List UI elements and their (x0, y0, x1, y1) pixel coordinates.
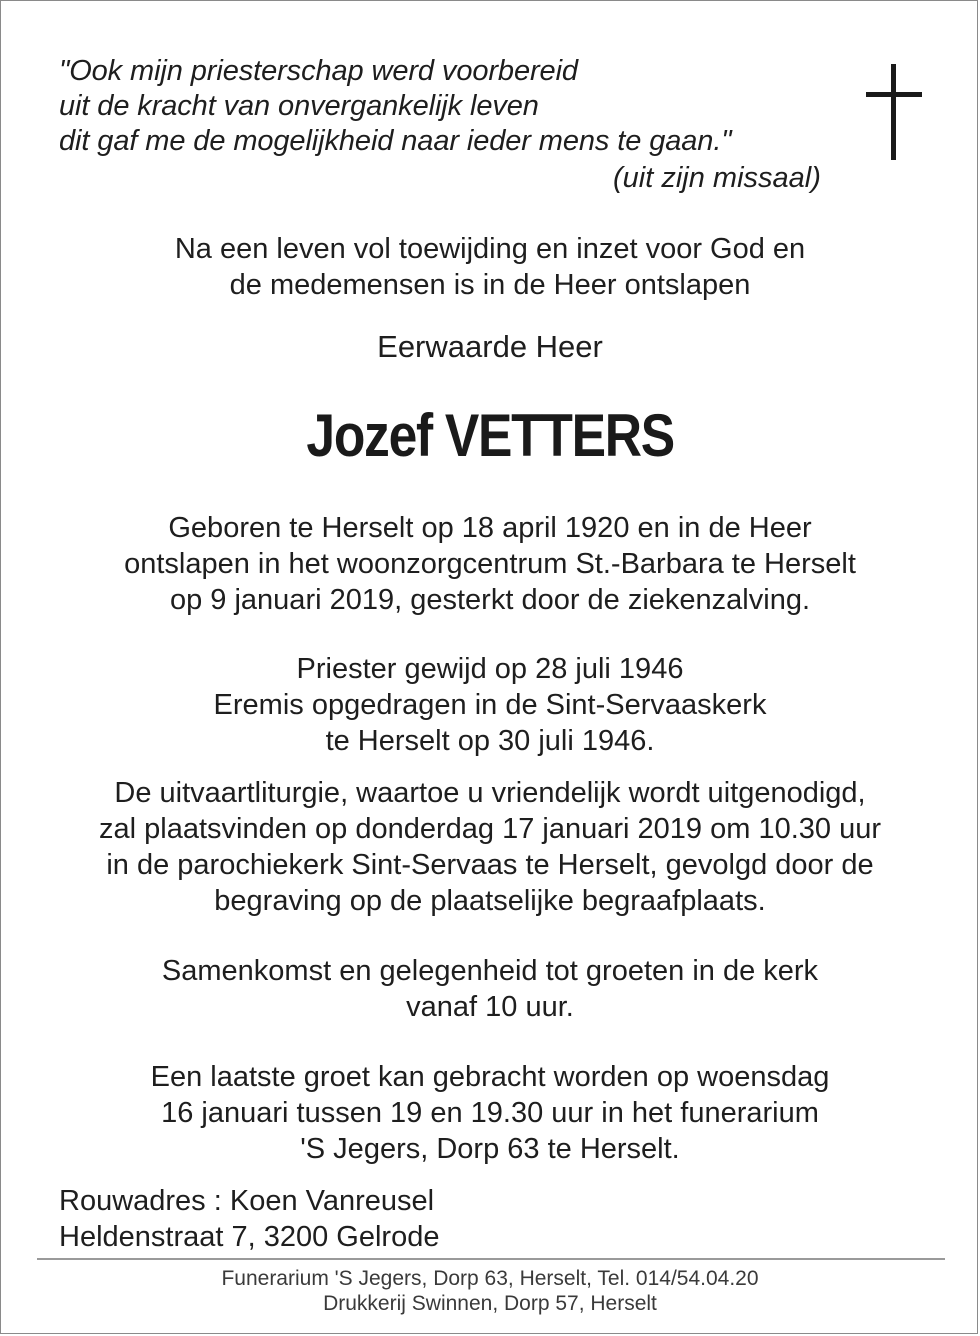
last-greeting-text (1, 1059, 979, 1167)
quote-block (59, 54, 819, 159)
meeting-line: Samenkomst en gelegenheid tot groeten in de kerk (161, 955, 819, 987)
funeral-text (1, 775, 979, 919)
funeral-line: in de parochiekerk Sint-Servaas te Herselt, gevolgd door de (106, 849, 874, 881)
quote-line: uit de kracht van onvergankelijk leven (59, 90, 539, 122)
funeral-line: begraving op de plaatselijke begraafplaats. (214, 885, 766, 917)
mourning-address-line: Rouwadres : Koen Vanreusel (59, 1185, 435, 1217)
footer-line: Funerarium 'S Jegers, Dorp 63, Herselt, Tel. 014/54.04.20 (221, 1267, 759, 1290)
priesthood-text (1, 651, 979, 759)
footer (1, 1266, 979, 1316)
intro-text (1, 231, 979, 303)
footer-line: Drukkerij Swinnen, Dorp 57, Herselt (323, 1292, 657, 1315)
priesthood-line: Priester gewijd op 28 juli 1946 (296, 653, 684, 685)
birth-death-line: ontslapen in het woonzorgcentrum St.-Barbara te Herselt (124, 548, 856, 580)
meeting-line: vanaf 10 uur. (406, 991, 574, 1023)
intro-line: Na een leven vol toewijding en inzet voor God en (174, 233, 806, 265)
quote-line: "Ook mijn priesterschap werd voorbereid (59, 55, 578, 87)
birth-death-text (1, 510, 979, 618)
birth-death-line: op 9 januari 2019, gesterkt door de ziekenzalving. (169, 584, 811, 616)
birth-death-line: Geboren te Herselt op 18 april 1920 en in de Heer (168, 512, 812, 544)
cross-icon (866, 64, 922, 160)
mourning-address-line: Heldenstraat 7, 3200 Gelrode (59, 1221, 440, 1253)
cross-vertical-bar (891, 64, 896, 160)
mourning-address (59, 1183, 439, 1255)
quote-line: dit gaf me de mogelijkheid naar ieder mens te gaan." (59, 125, 732, 157)
cross-horizontal-bar (866, 92, 922, 97)
priesthood-line: Eremis opgedragen in de Sint-Servaaskerk (213, 689, 767, 721)
last-greeting-line: Een laatste groet kan gebracht worden op woensdag (150, 1061, 830, 1093)
intro-line: de medemensen is in de Heer ontslapen (229, 269, 751, 301)
meeting-text (1, 953, 979, 1025)
footer-divider (37, 1258, 945, 1260)
last-greeting-line: 16 januari tussen 19 en 19.30 uur in het funerarium (161, 1097, 819, 1129)
funeral-line: zal plaatsvinden op donderdag 17 januari 2019 om 10.30 uur (99, 813, 881, 845)
funeral-line: De uitvaartliturgie, waartoe u vriendelijk wordt uitgenodigd, (114, 777, 866, 809)
priesthood-line: te Herselt op 30 juli 1946. (325, 725, 655, 757)
last-greeting-line: 'S Jegers, Dorp 63 te Herselt. (300, 1133, 680, 1165)
quote-source: (uit zijn missaal) (613, 162, 821, 194)
honorific-title: Eerwaarde Heer (377, 329, 603, 364)
deceased-name: Jozef VETTERS (306, 402, 674, 469)
